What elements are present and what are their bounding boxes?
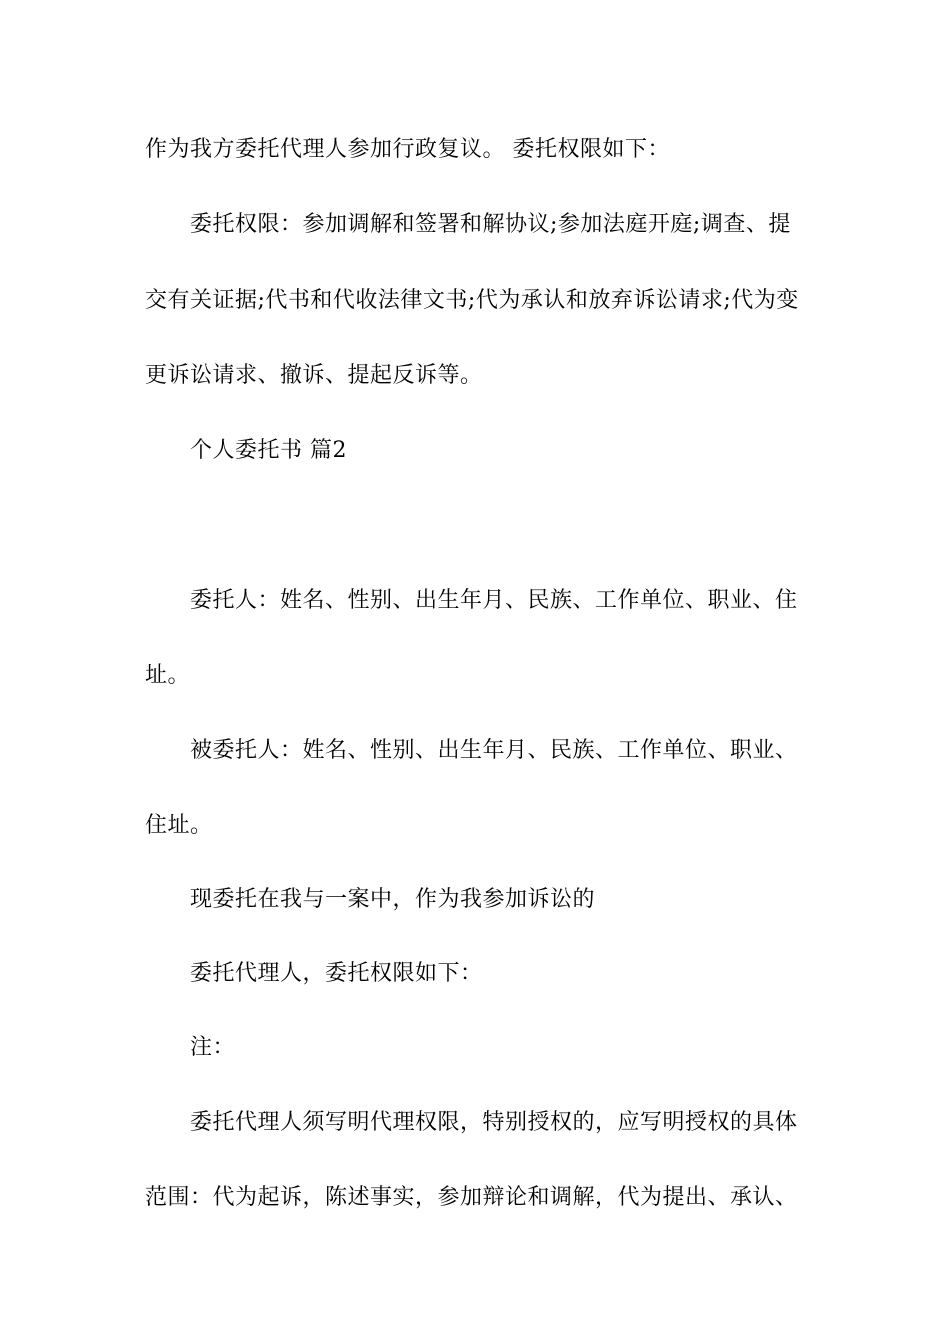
paragraph-line-1: 作为我方委托代理人参加行政复议。 委托权限如下： — [145, 137, 670, 162]
paragraph-line-5: 委托人：姓名、性别、出生年月、民族、工作单位、职业、住 — [190, 588, 798, 613]
paragraph-line-6: 址。 — [145, 663, 191, 688]
paragraph-line-11: 委托代理人须写明代理权限，特别授权的，应写明授权的具体 — [190, 1110, 798, 1135]
paragraph-line-10: 委托代理人，委托权限如下： — [190, 961, 483, 986]
paragraph-line-7: 被委托人：姓名、性别、出生年月、民族、工作单位、职业、 — [190, 738, 798, 763]
paragraph-line-12: 范围：代为起诉，陈述事实，参加辩论和调解，代为提出、承认、 — [145, 1185, 798, 1210]
paragraph-line-4: 更诉讼请求、撤诉、提起反诉等。 — [145, 363, 483, 388]
note-label: 注： — [190, 1035, 236, 1060]
section-heading: 个人委托书 篇2 — [190, 438, 347, 463]
paragraph-line-9: 现委托在我与一案中，作为我参加诉讼的 — [190, 887, 596, 912]
paragraph-line-3: 交有关证据;代书和代收法律文书;代为承认和放弃诉讼请求;代为变 — [145, 288, 799, 313]
paragraph-line-8: 住址。 — [145, 813, 213, 838]
paragraph-line-2: 委托权限：参加调解和签署和解协议;参加法庭开庭;调查、提 — [190, 212, 791, 237]
